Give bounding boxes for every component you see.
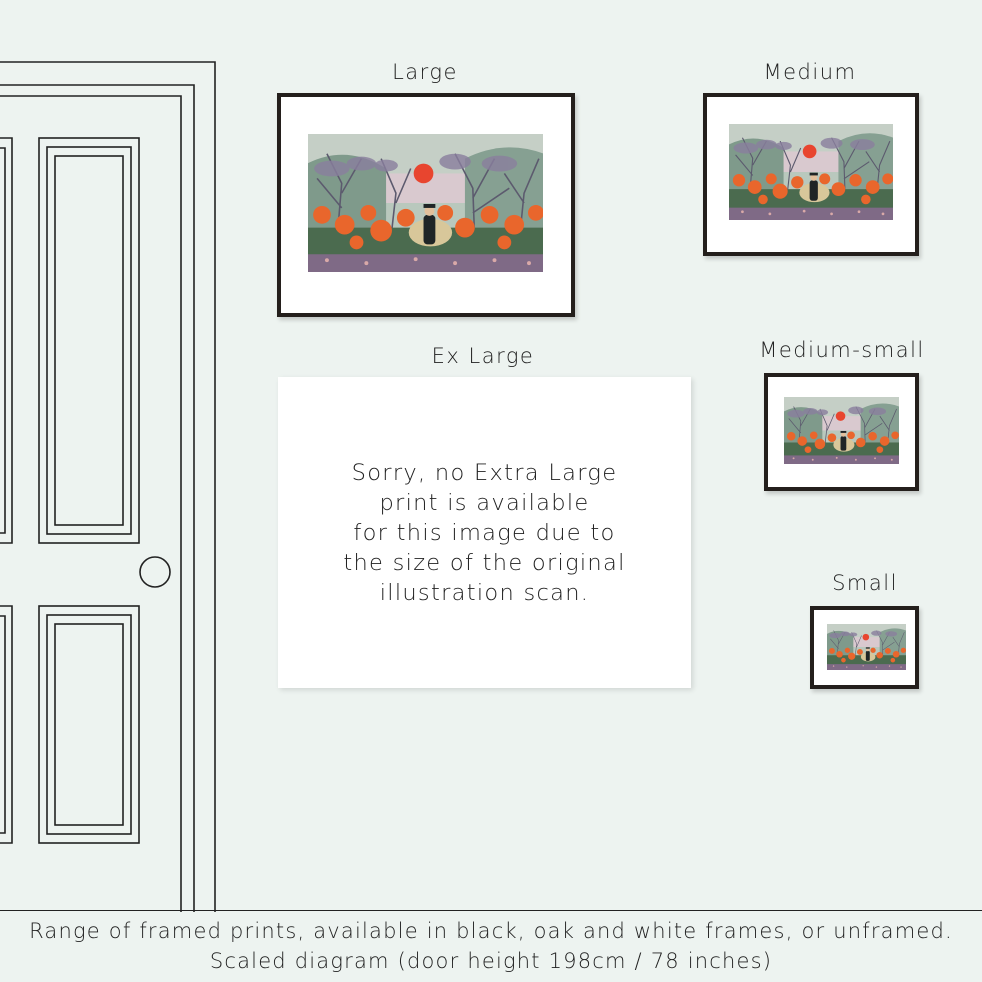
door-frame-outer: [0, 62, 215, 912]
artwork-print-small: [827, 624, 906, 670]
frame-small[interactable]: [810, 606, 919, 689]
size-label-large: Large: [392, 60, 458, 84]
frame-medium[interactable]: [703, 93, 919, 256]
size-label-medium: Medium: [763, 60, 857, 84]
frame-medium-small[interactable]: [764, 373, 919, 491]
door-edge: [0, 96, 181, 912]
caption-bar: [0, 910, 982, 982]
artwork-print-medium: [729, 124, 893, 220]
door-knob: [140, 557, 170, 587]
caption-line-1: Range of framed prints, available in black, oak and white frames, or unframed.: [29, 919, 953, 943]
door-panel-left-upper: [0, 138, 12, 543]
artwork-print-medium-small: [784, 397, 899, 464]
size-label-small: Small: [832, 571, 898, 595]
size-label-medium-small: Medium-small: [759, 338, 925, 362]
size-label-ex-large: Ex Large: [431, 344, 535, 368]
door-panel-lower: [39, 606, 139, 843]
door-panel-upper: [39, 138, 139, 543]
ex-large-unavailable-notice: Sorry, no Extra Large print is available for this image due to the size of the original illustration scan.: [343, 459, 626, 606]
frame-large[interactable]: [277, 93, 575, 317]
door-panel-left-lower: [0, 606, 12, 843]
artwork-print-large: [308, 134, 543, 272]
caption-line-2: Scaled diagram (door height 198cm / 78 inches): [209, 949, 773, 973]
ex-large-unavailable-card: [278, 377, 691, 688]
door-frame-inner: [0, 85, 194, 912]
door-illustration: [0, 0, 222, 912]
